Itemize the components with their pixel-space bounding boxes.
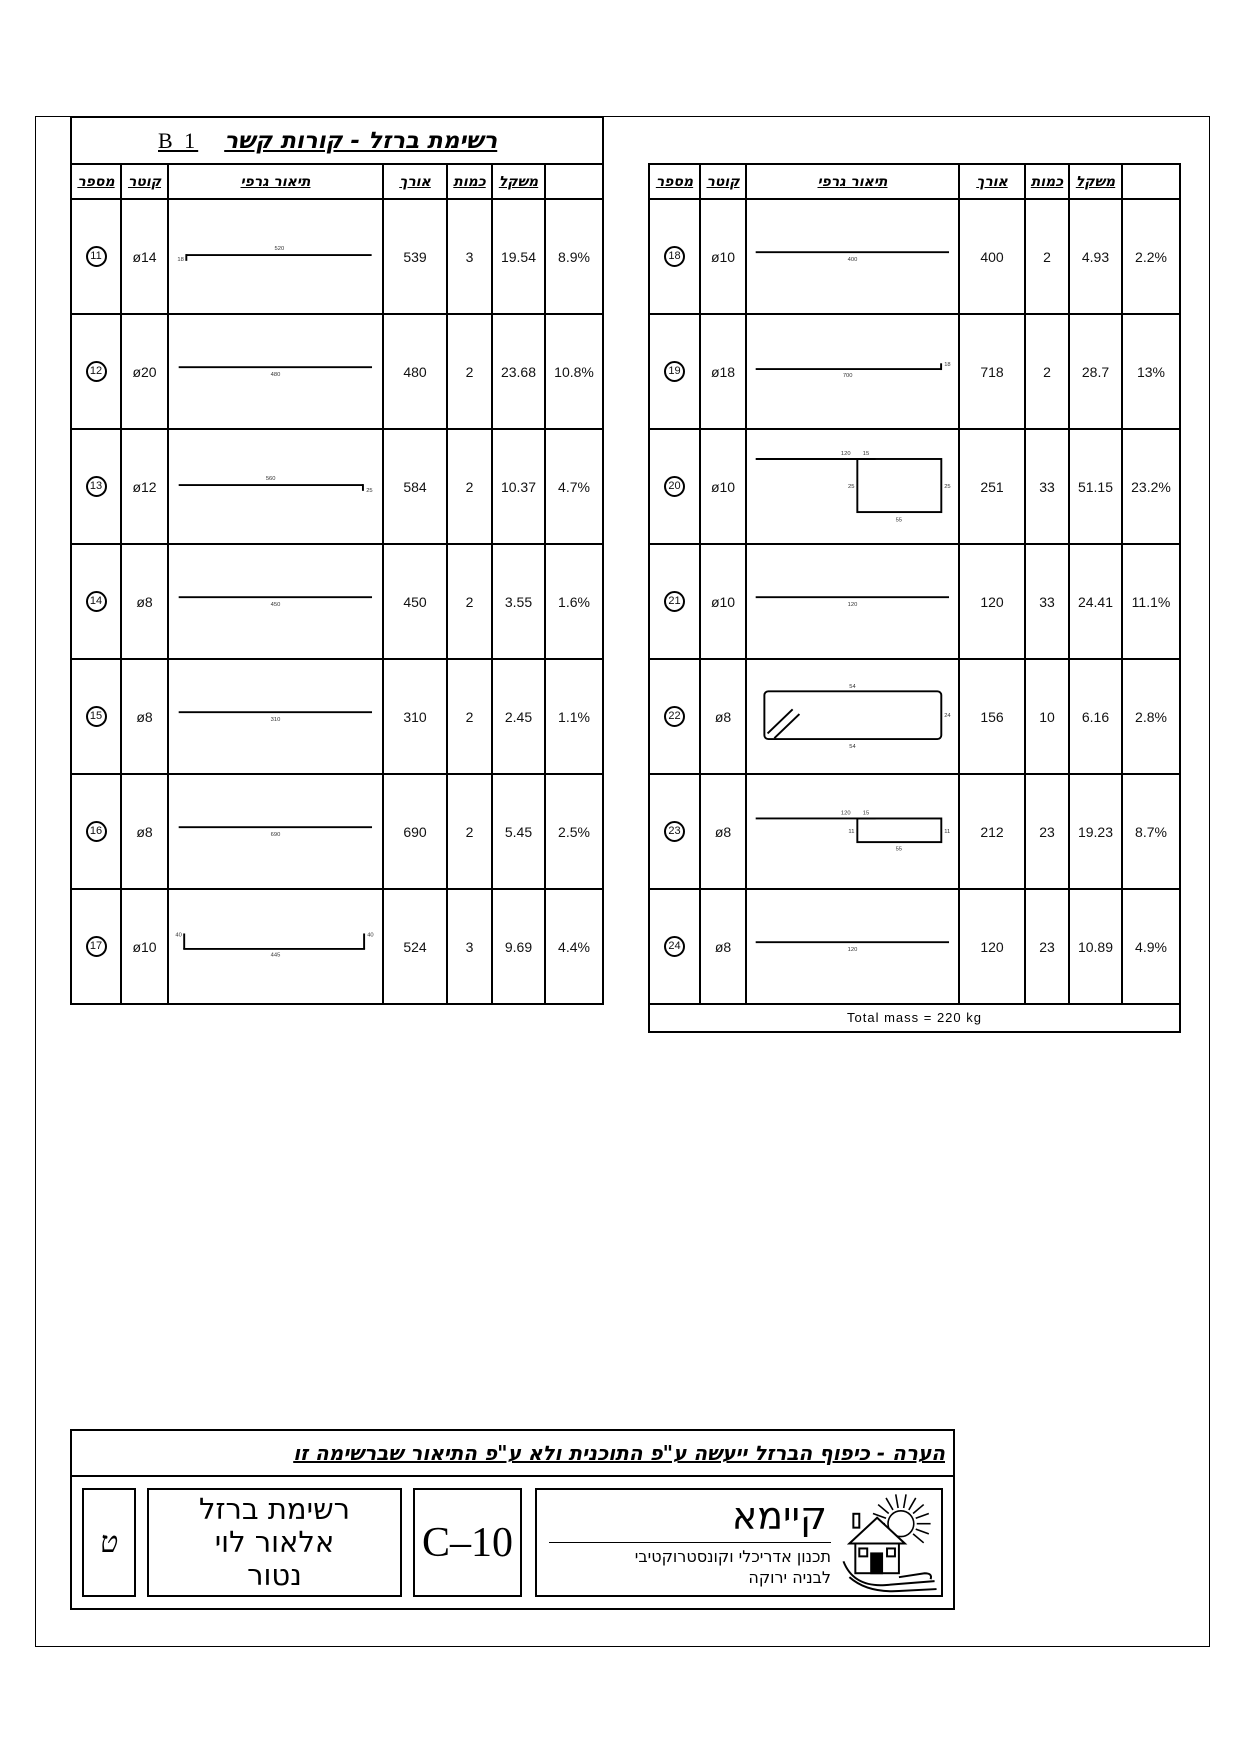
bar-weight-percent: 4.4%	[558, 938, 590, 955]
bar-weight: 9.69	[504, 938, 533, 955]
bar-quantity: 3	[465, 248, 474, 265]
dimension-label: 54	[849, 743, 856, 750]
company-box	[535, 1488, 943, 1597]
schedule-body	[71, 199, 603, 1004]
bar-row	[71, 199, 603, 314]
bar-weight-cell	[492, 199, 545, 314]
bar-length: 212	[980, 823, 1004, 840]
bar-mark-cell	[71, 429, 121, 544]
bar-quantity: 2	[465, 363, 474, 380]
bar-length-cell	[959, 429, 1025, 544]
dimension-label: 560	[265, 476, 276, 483]
bar-quantity-cell	[447, 774, 492, 889]
bar-shape-cell	[746, 659, 959, 774]
company-name: קיימא	[731, 1494, 827, 1538]
bar-mark-cell	[649, 429, 700, 544]
bar-weight: 4.93	[1081, 248, 1110, 265]
title-block	[70, 1429, 955, 1610]
bar-weight: 19.54	[500, 248, 537, 265]
bar-mark-cell	[71, 544, 121, 659]
bar-weight-percent: 4.7%	[558, 478, 590, 495]
bar-length: 718	[980, 363, 1004, 380]
bar-row	[649, 659, 1180, 774]
bar-mark-circle: 13	[86, 476, 107, 497]
bar-bending-shape	[169, 546, 382, 657]
bar-weight: 10.37	[500, 478, 537, 495]
dimension-label: 120	[847, 946, 858, 953]
bar-diameter: ø18	[710, 363, 736, 380]
company-divider	[549, 1542, 831, 1543]
bar-shape-cell	[746, 429, 959, 544]
bar-diameter-cell	[700, 774, 746, 889]
header-mark: מספר	[71, 164, 121, 199]
schedule-body	[649, 199, 1180, 1004]
bar-weight-percent: 4.9%	[1135, 938, 1167, 955]
bar-length-cell	[383, 659, 447, 774]
bar-diameter-cell	[700, 659, 746, 774]
bar-row	[71, 659, 603, 774]
bar-row	[649, 544, 1180, 659]
header-percent	[545, 164, 603, 199]
bar-weight-percent: 1.6%	[558, 593, 590, 610]
header-diameter: קוטר	[121, 164, 168, 199]
sheet-letter-box	[82, 1488, 136, 1597]
bar-weight-cell	[492, 774, 545, 889]
header-length: אורך	[383, 164, 447, 199]
bar-percent-cell	[545, 429, 603, 544]
header-shape: תיאור גרפי	[746, 164, 959, 199]
bar-diameter-cell	[121, 314, 168, 429]
bar-weight-cell	[1069, 774, 1122, 889]
bar-length-cell	[383, 429, 447, 544]
bar-mark-cell	[71, 659, 121, 774]
bar-mark-circle: 12	[86, 361, 107, 382]
house-sun-hand-icon	[839, 1492, 941, 1595]
dimension-label: 120	[840, 810, 851, 817]
bar-bending-shape	[747, 661, 958, 772]
header-mark: מספר	[649, 164, 700, 199]
dimension-label: 24	[944, 712, 951, 719]
rebar-schedule-right	[648, 163, 1181, 1033]
bar-quantity: 2	[465, 823, 474, 840]
dimension-label: 55	[895, 517, 903, 524]
bar-quantity: 2	[1043, 363, 1051, 380]
header-shape: תיאור גרפי	[168, 164, 383, 199]
schedule-title-wrap	[72, 119, 602, 162]
dimension-label: 15	[862, 810, 870, 817]
bar-length-cell	[383, 199, 447, 314]
total-mass: Total mass = 220 kg	[847, 1010, 982, 1025]
header-weight: משקל	[492, 164, 545, 199]
bar-weight: 19.23	[1077, 823, 1114, 840]
bar-weight-percent: 8.9%	[558, 248, 590, 265]
bar-weight-cell	[1069, 544, 1122, 659]
bar-percent-cell	[1122, 774, 1180, 889]
bar-shape-cell	[168, 199, 383, 314]
bar-mark-cell	[649, 314, 700, 429]
bar-weight-percent: 8.7%	[1135, 823, 1167, 840]
bar-length: 251	[980, 478, 1004, 495]
bar-quantity-cell	[447, 544, 492, 659]
bar-shape-cell	[746, 544, 959, 659]
company-text	[549, 1492, 831, 1588]
bar-length-cell	[959, 659, 1025, 774]
bar-mark-circle: 21	[664, 591, 685, 612]
bar-shape-cell	[168, 429, 383, 544]
bar-quantity-cell	[1025, 889, 1069, 1004]
drawing-title-box	[147, 1488, 402, 1597]
bar-percent-cell	[1122, 889, 1180, 1004]
bar-diameter-cell	[121, 429, 168, 544]
bar-bending-shape	[747, 776, 958, 887]
bar-length: 480	[403, 363, 427, 380]
bar-diameter: ø14	[132, 248, 157, 265]
bar-length: 310	[403, 708, 427, 725]
bar-bending-shape	[169, 776, 382, 887]
bar-diameter: ø12	[132, 478, 157, 495]
schedule-code: B 1	[158, 127, 199, 153]
bar-length: 400	[980, 248, 1004, 265]
dimension-label: 400	[847, 256, 858, 263]
bar-weight: 3.55	[504, 593, 533, 610]
bar-bending-shape	[747, 546, 958, 657]
bar-diameter-cell	[700, 314, 746, 429]
bar-mark-circle: 11	[86, 246, 107, 267]
bar-diameter: ø8	[136, 708, 153, 725]
bar-weight: 24.41	[1077, 593, 1114, 610]
bar-diameter: ø10	[710, 248, 736, 265]
bar-length: 120	[980, 593, 1004, 610]
bar-weight: 5.45	[504, 823, 533, 840]
bar-quantity-cell	[447, 199, 492, 314]
bar-length: 584	[403, 478, 427, 495]
bar-mark-circle: 15	[86, 706, 107, 727]
bar-length-cell	[959, 314, 1025, 429]
dimension-label: 18	[177, 256, 184, 263]
bar-mark-cell	[71, 889, 121, 1004]
bar-quantity: 33	[1039, 593, 1055, 610]
bar-bending-shape	[169, 201, 382, 312]
bar-length: 539	[403, 248, 427, 265]
dimension-label: 310	[270, 716, 281, 723]
bar-diameter: ø8	[714, 708, 732, 725]
bar-length-cell	[959, 889, 1025, 1004]
bar-percent-cell	[1122, 314, 1180, 429]
header-percent	[1122, 164, 1180, 199]
dimension-label: 450	[270, 601, 281, 608]
bar-mark-cell	[71, 199, 121, 314]
bar-mark-circle: 18	[664, 246, 685, 267]
bar-length-cell	[383, 889, 447, 1004]
bar-row	[71, 774, 603, 889]
bar-percent-cell	[545, 314, 603, 429]
bar-diameter-cell	[121, 889, 168, 1004]
bar-weight-percent: 2.8%	[1135, 708, 1167, 725]
bar-weight-percent: 2.2%	[1135, 248, 1167, 265]
bar-length: 690	[403, 823, 427, 840]
dimension-label: 15	[862, 451, 870, 458]
bar-quantity: 23	[1039, 823, 1055, 840]
bar-percent-cell	[545, 544, 603, 659]
drawing-number-box	[413, 1488, 522, 1597]
bar-quantity-cell	[1025, 659, 1069, 774]
bar-percent-cell	[1122, 429, 1180, 544]
bar-diameter: ø8	[714, 938, 732, 955]
drawing-location-line: נטור	[247, 1558, 302, 1592]
bar-quantity-cell	[1025, 774, 1069, 889]
bar-length-cell	[959, 544, 1025, 659]
dimension-label: 25	[944, 483, 951, 490]
bar-row	[649, 889, 1180, 1004]
dimension-label: 120	[840, 451, 851, 458]
stirrup-outline	[857, 818, 941, 842]
bar-shape-cell	[168, 774, 383, 889]
dimension-label: 480	[270, 371, 281, 378]
bar-diameter-cell	[121, 199, 168, 314]
bar-shape-cell	[746, 774, 959, 889]
bar-weight-cell	[492, 314, 545, 429]
dimension-label: 120	[847, 601, 858, 608]
bar-shape-cell	[746, 199, 959, 314]
bar-weight-cell	[492, 889, 545, 1004]
bar-length: 524	[403, 938, 427, 955]
bar-mark-circle: 20	[664, 476, 685, 497]
bar-length-cell	[383, 774, 447, 889]
bar-length: 450	[403, 593, 427, 610]
bar-diameter: ø8	[136, 823, 153, 840]
dimension-label: 54	[849, 684, 856, 691]
bar-length-cell	[383, 314, 447, 429]
bar-length: 120	[980, 938, 1004, 955]
bar-weight-percent: 2.5%	[558, 823, 590, 840]
bar-percent-cell	[545, 659, 603, 774]
bar-weight-cell	[1069, 659, 1122, 774]
bar-mark-circle: 14	[86, 591, 107, 612]
bar-percent-cell	[1122, 199, 1180, 314]
bar-diameter: ø20	[132, 363, 157, 380]
bar-weight-cell	[492, 659, 545, 774]
bar-row	[71, 544, 603, 659]
bar-row	[71, 889, 603, 1004]
bar-diameter-cell	[121, 544, 168, 659]
drawing-title-line: רשימת ברזל	[198, 1492, 351, 1526]
bar-mark-circle: 19	[664, 361, 685, 382]
bar-weight: 6.16	[1081, 708, 1110, 725]
header-quantity: כמות	[1025, 164, 1069, 199]
bar-diameter: ø10	[132, 938, 157, 955]
bar-quantity-cell	[1025, 314, 1069, 429]
bar-row	[649, 199, 1180, 314]
stirrup-outline	[857, 459, 941, 512]
bar-diameter: ø8	[714, 823, 732, 840]
bar-bending-shape	[747, 431, 958, 542]
bar-weight: 10.89	[1077, 938, 1114, 955]
dimension-label: 520	[274, 246, 285, 253]
bar-weight-cell	[1069, 314, 1122, 429]
bar-shape-cell	[168, 889, 383, 1004]
bar-percent-cell	[545, 199, 603, 314]
bar-row	[649, 429, 1180, 544]
bar-bending-shape	[747, 891, 958, 1002]
bar-diameter-cell	[700, 889, 746, 1004]
bar-quantity: 23	[1039, 938, 1055, 955]
header-diameter: קוטר	[700, 164, 746, 199]
bar-diameter: ø8	[136, 593, 153, 610]
bar-line	[774, 714, 799, 738]
bar-diameter-cell	[121, 659, 168, 774]
bar-length: 156	[980, 708, 1004, 725]
bar-quantity-cell	[447, 429, 492, 544]
header-row	[649, 164, 1180, 199]
bar-weight: 23.68	[500, 363, 537, 380]
bar-bending-shape	[169, 661, 382, 772]
bar-weight-percent: 1.1%	[558, 708, 590, 725]
bar-mark-circle: 23	[664, 821, 685, 842]
dimension-label: 11	[848, 828, 855, 835]
bar-bending-shape	[169, 316, 382, 427]
bar-weight-percent: 11.1%	[1131, 593, 1171, 610]
bar-quantity: 2	[465, 478, 474, 495]
dimension-label: 25	[366, 487, 373, 494]
dimension-label: 25	[847, 483, 855, 490]
bending-note: הערה - כיפוף הברזל ייעשה ע"פ התוכנית ולא ע"פ התיאור שברשימה זו	[72, 1431, 953, 1477]
bar-diameter-cell	[700, 199, 746, 314]
bar-quantity: 2	[1043, 248, 1051, 265]
bar-diameter-cell	[121, 774, 168, 889]
bar-bending-shape	[169, 431, 382, 542]
bar-shape-cell	[168, 659, 383, 774]
bar-quantity: 10	[1039, 708, 1055, 725]
bar-mark-circle: 16	[86, 821, 107, 842]
stirrup-outline	[764, 691, 941, 739]
header-row	[71, 164, 603, 199]
bar-weight: 28.7	[1081, 363, 1110, 380]
bar-mark-cell	[649, 199, 700, 314]
bar-shape-cell	[168, 544, 383, 659]
drawing-number: C–10	[421, 1519, 513, 1566]
bar-mark-cell	[71, 774, 121, 889]
bar-length-cell	[959, 774, 1025, 889]
schedule-title: רשימת ברזל - קורות קשר	[224, 127, 498, 154]
bar-length-cell	[959, 199, 1025, 314]
bar-quantity-cell	[1025, 544, 1069, 659]
bar-row	[649, 314, 1180, 429]
bar-weight-percent: 13%	[1136, 363, 1166, 380]
bar-mark-circle: 22	[664, 706, 685, 727]
bar-diameter: ø10	[710, 593, 736, 610]
bar-percent-cell	[545, 774, 603, 889]
bar-quantity: 2	[465, 593, 474, 610]
dimension-label: 690	[270, 831, 281, 838]
dimension-label: 445	[270, 952, 281, 959]
bar-row	[71, 429, 603, 544]
bar-weight-cell	[492, 429, 545, 544]
bar-percent-cell	[1122, 544, 1180, 659]
dimension-label: 40	[175, 932, 182, 939]
bar-weight-cell	[1069, 429, 1122, 544]
dimension-label: 55	[895, 846, 903, 853]
dimension-label: 11	[944, 828, 951, 835]
bar-quantity: 33	[1039, 478, 1055, 495]
dimension-label: 700	[842, 372, 853, 379]
bar-diameter-cell	[700, 544, 746, 659]
bar-quantity: 3	[465, 938, 474, 955]
bar-mark-cell	[649, 659, 700, 774]
schedule-title-row	[71, 117, 603, 164]
bar-quantity-cell	[1025, 429, 1069, 544]
bar-weight-percent: 23.2%	[1131, 478, 1171, 495]
header-length: אורך	[959, 164, 1025, 199]
company-tagline: לבניה ירוקה	[748, 1568, 831, 1587]
bar-shape-cell	[746, 889, 959, 1004]
bar-length-cell	[383, 544, 447, 659]
bar-bending-shape	[747, 316, 958, 427]
bar-mark-circle: 17	[86, 936, 107, 957]
bar-quantity-cell	[447, 659, 492, 774]
bar-weight-cell	[1069, 889, 1122, 1004]
dimension-label: 18	[944, 362, 951, 369]
bar-mark-cell	[649, 889, 700, 1004]
bar-shape-cell	[746, 314, 959, 429]
total-row	[649, 1004, 1180, 1032]
bar-percent-cell	[1122, 659, 1180, 774]
dimension-label: 40	[367, 932, 374, 939]
bar-weight: 51.15	[1077, 478, 1114, 495]
total-cell	[649, 1004, 1180, 1032]
bar-diameter: ø10	[710, 478, 736, 495]
bar-weight-percent: 10.8%	[554, 363, 594, 380]
bar-bending-shape	[747, 201, 958, 312]
rebar-schedule-left	[70, 116, 604, 1005]
bar-mark-circle: 24	[664, 936, 685, 957]
bar-weight-cell	[492, 544, 545, 659]
bar-quantity-cell	[1025, 199, 1069, 314]
bar-weight-cell	[1069, 199, 1122, 314]
bar-diameter-cell	[700, 429, 746, 544]
bar-weight: 2.45	[504, 708, 533, 725]
schedule-title-cell	[71, 117, 603, 164]
bar-mark-cell	[649, 774, 700, 889]
bar-quantity-cell	[447, 314, 492, 429]
bar-line	[768, 709, 793, 733]
bar-bending-shape	[169, 891, 382, 1002]
drawing-client-line: אלאור לוי	[214, 1525, 335, 1559]
bar-mark-cell	[649, 544, 700, 659]
bar-mark-cell	[71, 314, 121, 429]
bar-percent-cell	[545, 889, 603, 1004]
bar-quantity: 2	[465, 708, 474, 725]
bar-row	[71, 314, 603, 429]
bar-shape-cell	[168, 314, 383, 429]
bar-quantity-cell	[447, 889, 492, 1004]
header-quantity: כמות	[447, 164, 492, 199]
header-weight: משקל	[1069, 164, 1122, 199]
company-tagline: תכנון אדריכלי וקונסטרוקטיבי	[634, 1547, 831, 1566]
bar-row	[649, 774, 1180, 889]
sheet-letter: ט	[99, 1525, 119, 1560]
